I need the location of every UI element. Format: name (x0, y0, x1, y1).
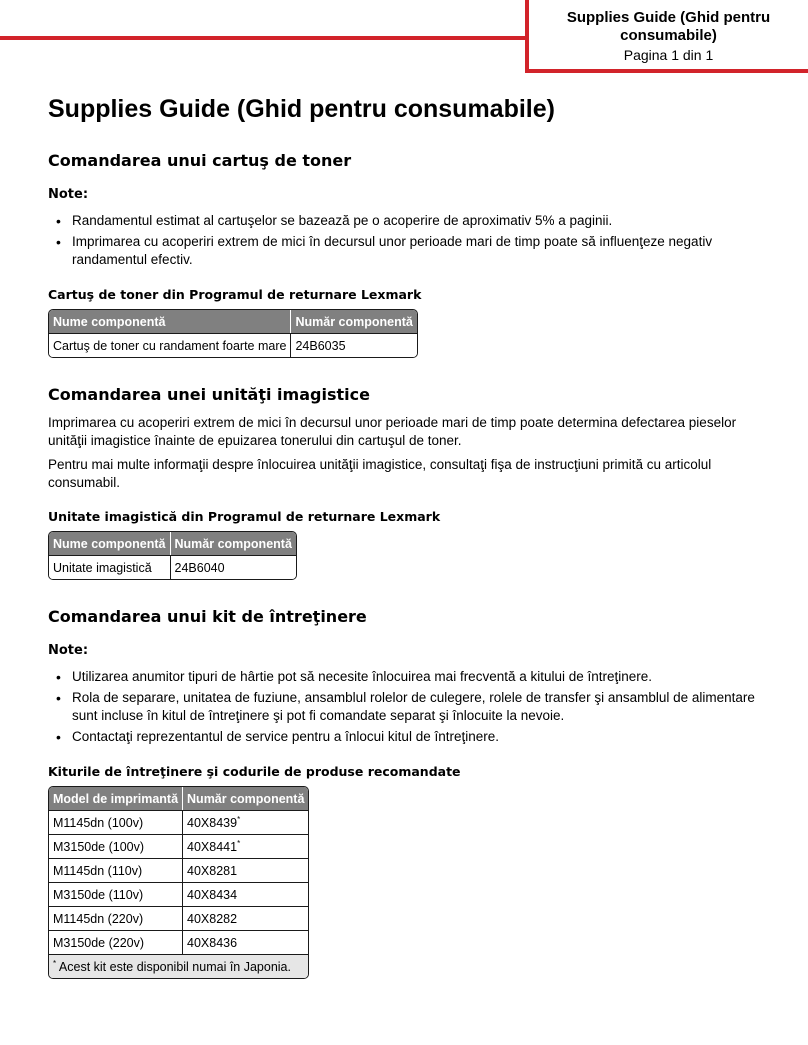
table-row (49, 834, 308, 858)
paragraph: Imprimarea cu acoperiri extrem de mici în decursul unor perioade mari de timp poate determina defectarea pieselor unităţii imagistice înainte de epuizarea tonerului din cartuşul de toner. (48, 415, 737, 448)
table-footnote: * Acest kit este disponibil numai în Japonia. (49, 954, 308, 978)
table-row (49, 906, 308, 930)
imaging-unit-table (48, 531, 297, 580)
column-header: Nume componentă (49, 310, 291, 333)
page-header (525, 0, 808, 73)
list-item: • Randamentul estimat al cartuşelor se bazează pe o acoperire de aproximativ 5% a paginii. (48, 212, 768, 230)
table-footnote-row (49, 954, 308, 978)
table-row (49, 882, 308, 906)
footnote-marker: * (237, 814, 241, 824)
table-caption-maintenance-kit: Kiturile de întreţinere şi codurile de produse recomandate (48, 764, 461, 779)
section-heading-imaging-unit: Comandarea unei unităţi imagistice (48, 385, 370, 404)
table-cell: M1145dn (100v) (49, 810, 183, 834)
maintenance-notes (48, 668, 768, 746)
table-cell: 24B6040 (171, 555, 296, 579)
maintenance-kit-table (48, 786, 309, 979)
table-cell: M1145dn (220v) (49, 906, 183, 930)
column-header: Număr componentă (183, 787, 308, 810)
table-cell: 40X8439* (183, 810, 308, 834)
list-item: • Imprimarea cu acoperiri extrem de mici în decursul unor perioade mari de timp poate să influenţeze negativ randamentul efectiv. (48, 233, 768, 269)
table-row (49, 810, 308, 834)
toner-table (48, 309, 418, 358)
section-heading-maintenance-kit: Comandarea unui kit de întreţinere (48, 607, 367, 626)
column-header: Model de imprimantă (49, 787, 183, 810)
list-item: • Utilizarea anumitor tipuri de hârtie pot să necesite înlocuirea mai frecventă a kitului de întreţinere. (48, 668, 768, 686)
table-cell: 40X8281 (183, 858, 308, 882)
note-label: Note: (48, 187, 89, 202)
table-cell: 24B6035 (291, 333, 416, 357)
table-row (49, 333, 417, 357)
table-cell: M3150de (220v) (49, 930, 183, 954)
table-cell: M3150de (110v) (49, 882, 183, 906)
table-cell: 40X8441* (183, 834, 308, 858)
table-row (49, 858, 308, 882)
list-item: • Rola de separare, unitatea de fuziune, ansamblul rolelor de culegere, rolele de transfer şi ansamblul de alimentare sunt incluse în kitul de întreţinere şi pot fi comandate separat şi înlocuite la nevoie. (48, 689, 768, 725)
column-header: Număr componentă (291, 310, 416, 333)
table-cell: Cartuş de toner cu randament foarte mare (49, 333, 291, 357)
section-heading-toner: Comandarea unui cartuş de toner (48, 151, 352, 170)
paragraph: Pentru mai multe informaţii despre înlocuirea unităţii imagistice, consultaţi fişa de instrucţiuni primită cu articolul consumabil. (48, 457, 712, 490)
table-cell: M3150de (100v) (49, 834, 183, 858)
table-cell: 40X8282 (183, 906, 308, 930)
table-cell: M1145dn (110v) (49, 858, 183, 882)
column-header: Număr componentă (171, 532, 296, 555)
table-cell: 40X8436 (183, 930, 308, 954)
toner-notes (48, 212, 768, 269)
table-row (49, 930, 308, 954)
column-header: Nume componentă (49, 532, 171, 555)
note-label: Note: (48, 643, 89, 658)
table-row (49, 555, 296, 579)
document-body (48, 92, 768, 979)
header-page-number: Pagina 1 din 1 (623, 47, 714, 63)
header-rule (0, 36, 528, 40)
table-cell: Unitate imagistică (49, 555, 171, 579)
list-item: • Contactaţi reprezentantul de service pentru a înlocui kitul de întreţinere. (48, 728, 768, 746)
footnote-marker: * (237, 838, 241, 848)
header-title: Supplies Guide (Ghid pentru consumabile) (566, 9, 771, 44)
table-caption-toner: Cartuş de toner din Programul de returnare Lexmark (48, 287, 422, 302)
table-caption-imaging-unit: Unitate imagistică din Programul de returnare Lexmark (48, 509, 441, 524)
page-title: Supplies Guide (Ghid pentru consumabile) (48, 95, 555, 123)
table-cell: 40X8434 (183, 882, 308, 906)
